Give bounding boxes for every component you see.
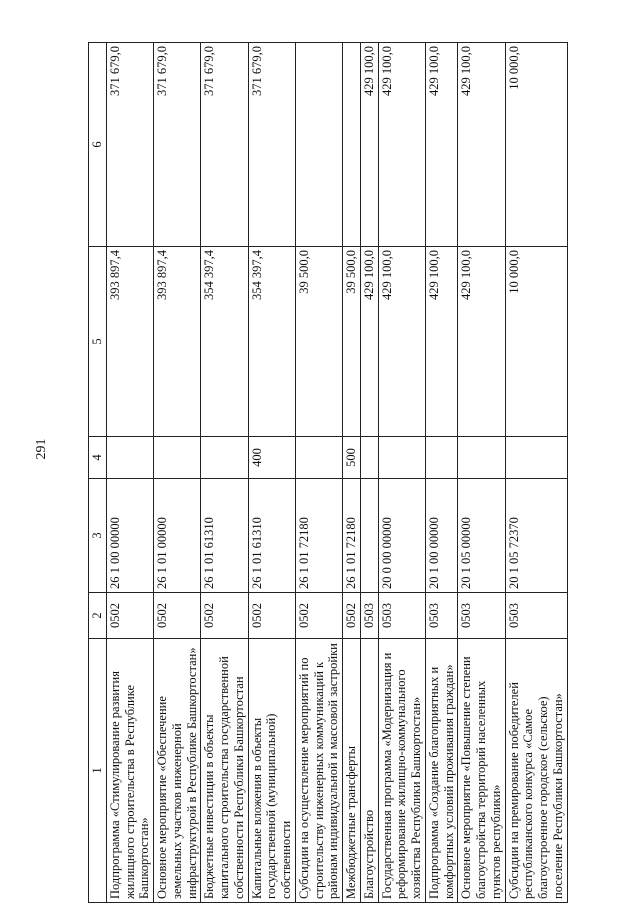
row-target-article: 26 1 01 00000 (154, 479, 201, 593)
row-section-code: 0502 (343, 593, 361, 639)
row-expense-type (378, 437, 425, 479)
row-name: Благоустройство (360, 639, 378, 903)
row-amount-year-1: 354 397,4 (248, 247, 295, 437)
row-expense-type (295, 437, 342, 479)
row-amount-year-1: 429 100,0 (425, 247, 458, 437)
row-target-article: 20 1 00 00000 (425, 479, 458, 593)
row-target-article: 20 1 05 00000 (458, 479, 505, 593)
row-amount-year-1: 393 897,4 (106, 247, 153, 437)
row-expense-type (505, 437, 567, 479)
row-target-article: 20 1 05 72370 (505, 479, 567, 593)
row-target-article: 26 1 01 72180 (343, 479, 361, 593)
row-amount-year-2: 429 100,0 (360, 43, 378, 247)
row-section-code: 0502 (154, 593, 201, 639)
row-amount-year-1: 429 100,0 (458, 247, 505, 437)
row-amount-year-2: 371 679,0 (106, 43, 153, 247)
row-amount-year-2: 429 100,0 (458, 43, 505, 247)
header-col-4: 4 (89, 437, 107, 479)
row-target-article (360, 479, 378, 593)
row-amount-year-2: 371 679,0 (248, 43, 295, 247)
row-expense-type (360, 437, 378, 479)
row-amount-year-2 (343, 43, 361, 247)
row-name: Бюджетные инвестиции в объекты капитального строительства государственной собственности Республики Башкортостан (201, 639, 248, 903)
row-amount-year-2: 371 679,0 (154, 43, 201, 247)
row-expense-type: 500 (343, 437, 361, 479)
table-row (154, 43, 201, 903)
header-col-5: 5 (89, 247, 107, 437)
row-amount-year-2: 429 100,0 (378, 43, 425, 247)
row-target-article: 26 1 01 61310 (248, 479, 295, 593)
row-amount-year-1: 354 397,4 (201, 247, 248, 437)
row-name: Государственная программа «Модернизация и реформирование жилищно-коммунального хозяйства Республики Башкортостан» (378, 639, 425, 903)
table-row (295, 43, 342, 903)
row-section-code: 0502 (295, 593, 342, 639)
row-amount-year-2 (295, 43, 342, 247)
header-col-3: 3 (89, 479, 107, 593)
row-section-code: 0503 (505, 593, 567, 639)
row-name: Основное мероприятие «Повышение степени благоустройства территорий населенных пунктов республики» (458, 639, 505, 903)
header-col-2: 2 (89, 593, 107, 639)
table-row (458, 43, 505, 903)
table-row (248, 43, 295, 903)
row-section-code: 0503 (378, 593, 425, 639)
row-name: Субсидии на премирование победителей республиканского конкурса «Самое благоустроенное городское (сельское) поселение Республики Башкортостан» (505, 639, 567, 903)
row-target-article: 26 1 01 72180 (295, 479, 342, 593)
row-amount-year-2: 371 679,0 (201, 43, 248, 247)
row-expense-type (154, 437, 201, 479)
row-amount-year-2: 10 000,0 (505, 43, 567, 247)
table-header-row (89, 43, 107, 903)
row-section-code: 0503 (458, 593, 505, 639)
row-amount-year-1: 39 500,0 (295, 247, 342, 437)
row-expense-type (201, 437, 248, 479)
row-name: Подпрограмма «Создание благоприятных и комфортных условий проживания граждан» (425, 639, 458, 903)
row-name: Подпрограмма «Стимулирование развития жилищного строительства в Республике Башкортостан» (106, 639, 153, 903)
row-section-code: 0502 (201, 593, 248, 639)
row-section-code: 0502 (248, 593, 295, 639)
row-section-code: 0503 (425, 593, 458, 639)
row-name: Капитальные вложения в объекты государственной (муниципальной) собственности (248, 639, 295, 903)
page-number: 291 (34, 438, 49, 460)
budget-table (88, 42, 568, 903)
row-name: Межбюджетные трансферты (343, 639, 361, 903)
row-name: Субсидии на осуществление мероприятий по строительству инженерных коммуникаций к районам индивидуальной и массовой застройки (295, 639, 342, 903)
row-expense-type (425, 437, 458, 479)
row-target-article: 26 1 00 00000 (106, 479, 153, 593)
header-col-1: 1 (89, 639, 107, 903)
header-col-6: 6 (89, 43, 107, 247)
row-expense-type: 400 (248, 437, 295, 479)
row-section-code: 0502 (106, 593, 153, 639)
row-amount-year-2: 429 100,0 (425, 43, 458, 247)
table-row (201, 43, 248, 903)
row-amount-year-1: 429 100,0 (360, 247, 378, 437)
row-target-article: 26 1 01 61310 (201, 479, 248, 593)
budget-table-container (88, 43, 618, 903)
table-row (343, 43, 361, 903)
row-amount-year-1: 429 100,0 (378, 247, 425, 437)
table-row (505, 43, 567, 903)
row-name: Основное мероприятие «Обеспечение земельных участков инженерной инфраструктурой в Республике Башкортостан» (154, 639, 201, 903)
row-expense-type (106, 437, 153, 479)
row-target-article: 20 0 00 00000 (378, 479, 425, 593)
table-row (378, 43, 425, 903)
row-amount-year-1: 10 000,0 (505, 247, 567, 437)
row-amount-year-1: 393 897,4 (154, 247, 201, 437)
row-amount-year-1: 39 500,0 (343, 247, 361, 437)
table-row (425, 43, 458, 903)
table-row (106, 43, 153, 903)
row-expense-type (458, 437, 505, 479)
row-section-code: 0503 (360, 593, 378, 639)
table-row (360, 43, 378, 903)
